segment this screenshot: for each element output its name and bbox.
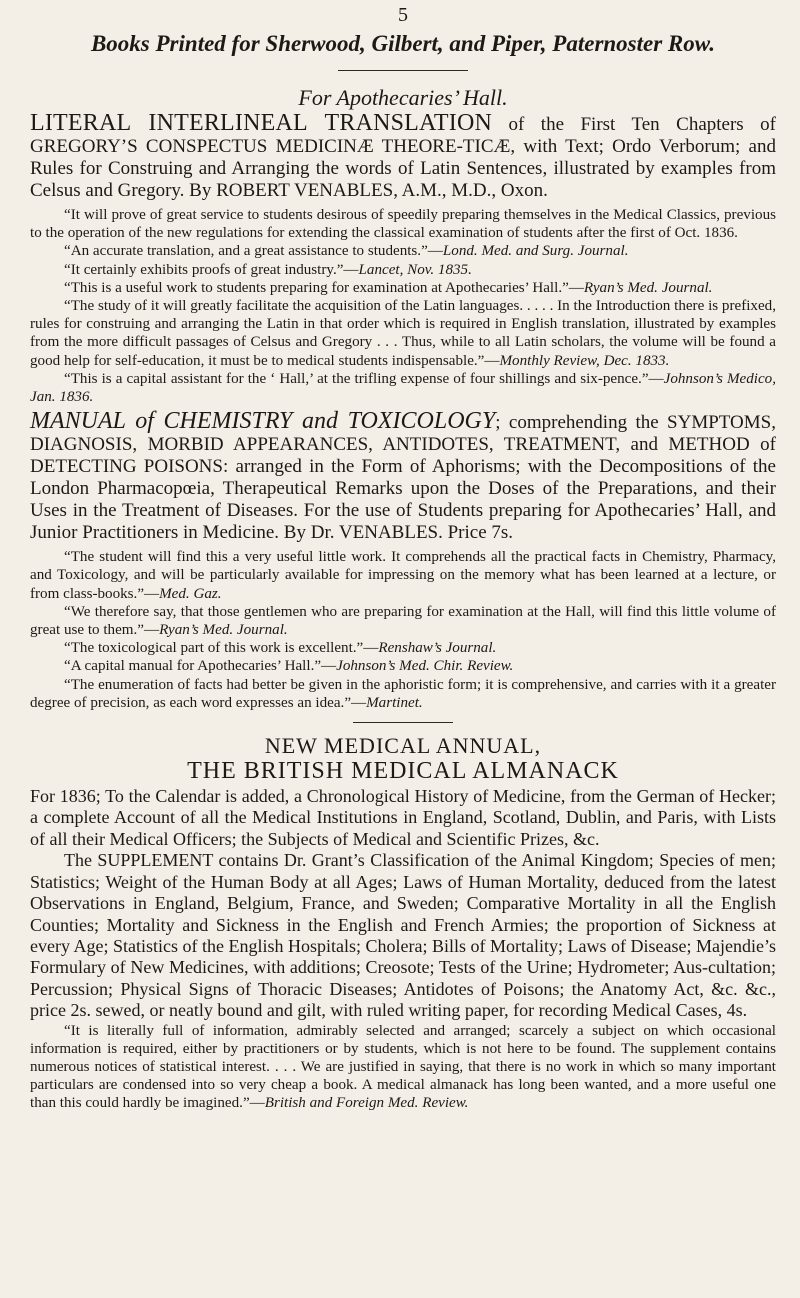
review-source: Martinet. [366,694,423,711]
translation-book-title [30,112,776,202]
almanack-review [30,1022,776,1113]
review-item [30,657,776,675]
review-source: Ryan’s Med. Journal. [583,279,713,296]
review-text: “It will prove of great service to students desirous of speedily preparing themselves in the Medical Classics, previous to the operation of the new regulations for extending the classical examination of students after the first of Oct. 1836. [30,207,776,242]
review-text: “It is literally full of information, admirably selected and arranged; scarcely a subject on which occasional information is required, either by practitioners or by students, which is not here to be found. The supplement contains numerous notices of statistical interest. . . . We are justified in saying, that there is no work in which so many important particulars are condensed into so very cheap a book. A medical almanack has long been wanted, and a more useful one than this could hardly be imagined.”— [30,1022,776,1112]
review-source: British and Foreign Med. Review. [264,1095,469,1112]
review-text: “This is a capital assistant for the ‘ Hall,’ at the trifling expense of four shillings and six-pence.”— [64,370,664,387]
section-divider-rule [353,722,453,723]
translation-title-rest: of the First Ten Chapters of GREGORY’S CONSPECTUS MEDICINÆ THEORE-TICÆ, with Text; Ordo Verborum; and Rules for Construing and Arranging the words of Latin Sentences, illustrated by examples from Celsus and Gregory. By ROBERT VENABLES, A.M., M.D., Oxon. [30,114,776,201]
review-text: “The enumeration of facts had better be given in the aphoristic form; it is comprehensive, and carries with it a greater degree of precision, as each word expresses an idea.”— [30,676,776,711]
review-source: Johnson’s Medico, Jan. 1836. [30,370,776,406]
translation-title-lead: LITERAL INTERLINEAL TRANSLATION [30,110,493,136]
review-source: Med. Gaz. [159,585,222,602]
review-source: Ryan’s Med. Journal. [159,622,288,639]
review-text: “It certainly exhibits proofs of great industry.”— [64,261,359,278]
annual-heading: NEW MEDICAL ANNUAL, [264,733,542,759]
manual-title-lead: MANUAL of CHEMISTRY and TOXICOLOGY [30,408,496,435]
review-source: Lancet, Nov. 1835. [358,261,472,278]
review-item [30,639,776,657]
page-number: 5 [398,4,408,26]
review-source: Monthly Review, Dec. 1833. [499,352,670,369]
review-item [30,297,776,370]
review-text: “The toxicological part of this work is excellent.”— [64,640,379,657]
review-item [30,603,776,639]
review-source: Renshaw’s Journal. [378,640,497,657]
manual-book-title [30,410,776,544]
review-item [30,206,776,242]
translation-reviews [30,206,776,406]
review-text: “A capital manual for Apothecaries’ Hall.”— [64,658,337,675]
manual-reviews [30,548,776,712]
almanack-title: THE BRITISH MEDICAL ALMANACK [187,758,619,785]
review-text: “This is a useful work to students preparing for examination at Apothecaries’ Hall.”— [64,279,584,296]
review-source: Johnson’s Med. Chir. Review. [336,658,514,675]
header-rule [338,70,468,71]
running-header: Books Printed for Sherwood, Gilbert, and Piper, Paternoster Row. [90,31,716,56]
review-text: “The study of it will greatly facilitate the acquisition of the Latin languages. . . . . In the Introduction there is prefixed, rules for construing and arranging the Latin in that order which is required in English translation, illustrated by examples from the more difficult passages of Celsus and Gregory . . . Thus, while to all Latin scholars, the volume will be found a good help for self-education, it must be to medical students indispensable.”— [30,298,776,369]
review-text: “An accurate translation, and a great assistance to students.”— [64,243,443,260]
review-item [30,279,776,297]
review-item [30,261,776,279]
supplement-description: The SUPPLEMENT contains Dr. Grant’s Classification of the Animal Kingdom; Species of men; Statistics; Weight of the Human Body at all Ages; Laws of Human Mortality, deduced from the latest Observations in England, Belgium, France, and Sweden; Comparative Mortality in all the English Counties; Mortality and Sickness in the English and French Armies; the proportion of Sickness at every Age; Statistics of the English Hospitals; Cholera; Bills of Mortality; Laws of Disease; Majendie’s Formulary of New Medicines, with additions; Creosote; Tests of the Urine; Hydrometer; Aus-cultation; Percussion; Physical Signs of Thoracic Diseases; Antidotes of Poisons; the Anatomy Act, &c. &c., price 2s. sewed, or neatly bound and gilt, with ruled writing paper, for recording Medical Cases, 4s. [30,850,776,1021]
review-item [30,676,776,712]
review-text: “The student will find this a very useful little work. It comprehends all the practical facts in Chemistry, Pharmacy, and Toxicology, and will be particularly available for impressing on the memory what has been learned at a lecture, or from class-books.”— [30,549,776,602]
review-item [30,370,776,406]
manual-title-rest: ; comprehending the SYMPTOMS, DIAGNOSIS, MORBID APPEARANCES, ANTIDOTES, TREATMENT, and METHOD of DETECTING POISONS: arranged in the Form of Aphorisms; with the Decompositions of the London Pharmacopœia, Therapeutical Remarks upon the Doses of the Preparations, and their Uses in the Treatment of Diseases. For the use of Students preparing for Apothecaries’ Hall, and Junior Practitioners in Medicine. By Dr. VENABLES. Price 7s. [30,412,776,544]
review-item [30,548,776,603]
almanack-description: For 1836; To the Calendar is added, a Chronological History of Medicine, from the German of Hecker; a complete Account of all the Medical Institutions in England, Scotland, Dublin, and Paris, with Lists of all their Medical Officers; the Subjects of Medical and Scientific Prizes, &c. [30,786,776,849]
review-item [30,242,776,260]
section-heading-apothecaries-hall: For Apothecaries’ Hall. [298,85,508,110]
review-text: “We therefore say, that those gentlemen who are preparing for examination at the Hall, will find this little volume of great use to them.”— [30,603,776,639]
review-source: Lond. Med. and Surg. Journal. [442,243,629,260]
